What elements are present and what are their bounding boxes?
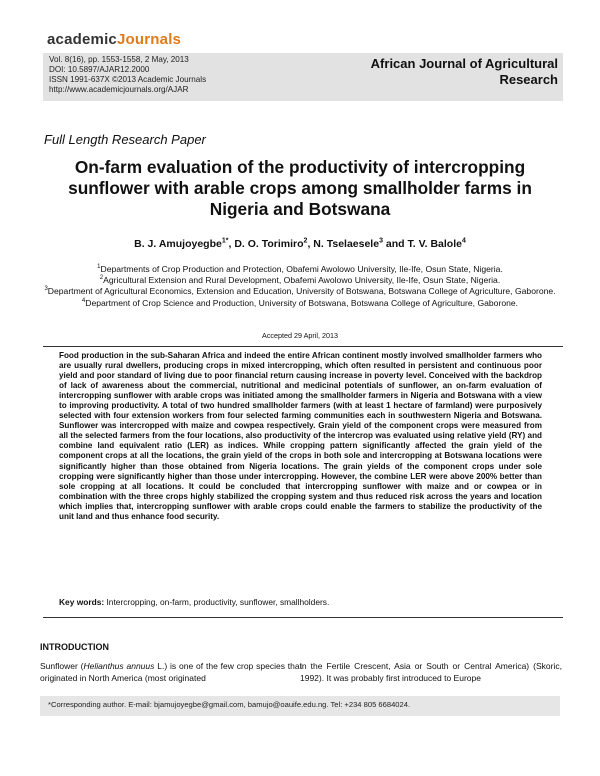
author-name: D. O. Torimiro	[234, 238, 304, 250]
affiliation-line: $^3$Department of Agricultural Economics, Extension and Education, University of Botswana, Botswana College of Agriculture, Gaborone.	[44, 286, 556, 297]
author-name: B. J. Amujoyegbe	[134, 238, 222, 250]
keywords	[59, 597, 542, 607]
author-affiliation-mark: 1*	[221, 237, 229, 245]
journal-logo: academicJournals	[47, 31, 182, 48]
author-list: B. J. Amujoyegbe$^{1*}$, D. O. Torimiro$^2$, N. Tselaesele$^3$ and T. V. Balole$^4$	[134, 237, 466, 250]
paper-title: On-farm evaluation of the productivity of intercropping sunflower with arable crops among smallholder farms in Nigeria and Botswana	[68, 157, 532, 219]
abstract-top-rule	[43, 346, 563, 347]
author-affiliation-mark: 4	[461, 237, 466, 245]
section-heading-introduction: INTRODUCTION	[40, 642, 109, 652]
meta-doi: DOI: 10.5897/AJAR12.2000	[49, 65, 150, 74]
author-name: T. V. Balole	[407, 238, 462, 250]
affiliation-line: $^1$Departments of Crop Production and Protection, Obafemi Awolowo University, Ile-Ife, Osun State, Nigeria.	[97, 264, 503, 274]
author-name: N. Tselaesele	[313, 238, 380, 250]
affiliation-line: $^4$Department of Crop Science and Production, University of Botswana, Botswana College of Agriculture, Gaborone.	[81, 297, 519, 308]
author-affiliation-mark: 3	[379, 237, 383, 245]
intro-column-right: in the Fertile Crescent, Asia or South or Central America) (Skoric, 1992). It was probably first introduced to Europe	[300, 661, 562, 683]
author-affiliation-mark: 2	[303, 237, 308, 245]
paper-type: Full Length Research Paper	[44, 132, 206, 147]
affiliations	[40, 264, 560, 309]
meta-volume: Vol. 8(16), pp. 1553-1558, 2 May, 2013	[49, 55, 189, 64]
meta-issn: ISSN 1991-637X ©2013 Academic Journals	[49, 75, 207, 84]
keywords-text: Intercropping, on-farm, productivity, sunflower, smallholders.	[106, 597, 330, 607]
publication-meta	[49, 55, 206, 95]
meta-url[interactable]: http://www.academicjournals.org/AJAR	[49, 85, 189, 94]
intro-column-left: Sunflower (Helianthus annuus L.) is one of the few crop species that originated in North America (most originated	[40, 661, 302, 683]
keywords-label: Key words:	[59, 597, 105, 607]
accepted-date: Accepted 29 April, 2013	[262, 331, 338, 340]
corresponding-author-footnote: *Corresponding author. E-mail: bjamujoyegbe@gmail.com, bamujo@oauife.edu.ng. Tel: +234 805 6684024.	[48, 700, 411, 709]
abstract: Food production in the sub-Saharan Africa and indeed the entire African continent mostly involved smallholder farmers who are usually rural dwellers, producing crops in mixed intercropping, which often resulted in persistent and continuous poor yield and poor standard of living due to poor financial return causing increase in poverty level. Conceived with the backdrop of lack of awareness about the commercial, nutritional and medicinal potentials of sunflower, an on-farm evaluation of intercropping sunflower with arable crops was initiated among the smallholder farmers in Nigeria and Botswana with a view to improving productivity. A total of two hundred smallholder farmers (with at least 1 hectare of farmland) were purposively selected with four extension workers from four selected farming communities each in southwestern Nigeria and Botswana. Sunflower was intercropped with maize and cowpea respectively. Grain yield of the component crops were measured from all the selected farmers from the four locations, also productivity of the intercrop was evaluated using relative yield (RY) and combine land equivalent ratio (LER) as indices. While cropping pattern significantly affected the grain yield of the component crops at all the locations, the grain yield of the crops in both sole and intercropping at Botswana locations were significantly higher than those obtained from Nigeria locations. The grain yields of the component crops under sole cropping were significantly higher than those under intercropping. However, the combine LER were above 200% better than sole cropping at all locations. It could be concluded that intercropping sunflower with maize and or cowpea or in combination with the three crops highly stabilized the cropping system and thus reduced risk across the years and location which implies that, intercropping sunflower with arable crops could enable the farmers to stabilize the productivity of the unit land and thus enhance food security.	[59, 351, 542, 521]
journal-name: African Journal of Agricultural Research	[370, 56, 558, 87]
keywords-bottom-rule	[43, 617, 563, 618]
affiliation-line: $^2$Agricultural Extension and Rural Development, Obafemi Awolowo University, Ile-Ife, Osun State, Nigeria.	[99, 275, 501, 286]
